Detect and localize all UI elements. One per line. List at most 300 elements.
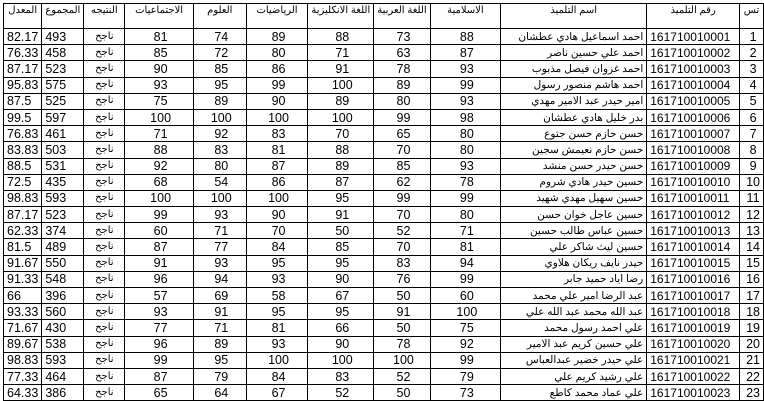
math-cell: 70 (246, 223, 308, 239)
total-cell: 523 (42, 61, 84, 77)
math-cell: 84 (246, 368, 308, 384)
student-id-cell: 161710010008 (647, 142, 740, 158)
science-cell: 71 (193, 320, 246, 336)
science-cell: 91 (193, 304, 246, 320)
result-cell: ناجح (84, 336, 125, 352)
result-cell: ناجح (84, 93, 125, 109)
islamic-cell: 80 (430, 126, 500, 142)
social-cell: 96 (125, 336, 194, 352)
student-id-cell: 161710010019 (647, 320, 740, 336)
student-name-cell: علي حسين كريم عبد الامير (501, 336, 647, 352)
average-cell: 89.67 (4, 336, 42, 352)
arabic-cell: 76 (374, 271, 430, 287)
science-cell: 93 (193, 255, 246, 271)
student-name-cell: حيدر نايف ريكان هلاوي (501, 255, 647, 271)
islamic-cell: 93 (430, 93, 500, 109)
student-id-cell: 161710010004 (647, 77, 740, 93)
average-cell: 99.5 (4, 109, 42, 125)
social-cell: 91 (125, 255, 194, 271)
islamic-cell: 99 (430, 190, 500, 206)
result-cell: ناجح (84, 385, 125, 401)
islamic-cell: 100 (430, 304, 500, 320)
student-name-cell: بدر خليل هادي عطشان (501, 109, 647, 125)
english-cell: 91 (308, 207, 374, 223)
table-row (4, 336, 764, 352)
table-row (4, 61, 764, 77)
header-average: المعدل (4, 4, 42, 29)
student-name-cell: حسن حازم حسن جتوع (501, 126, 647, 142)
math-cell: 100 (246, 352, 308, 368)
arabic-cell: 89 (374, 77, 430, 93)
table-row (4, 385, 764, 401)
result-cell: ناجح (84, 61, 125, 77)
seq-cell: 7 (740, 126, 764, 142)
table-body (4, 29, 764, 401)
total-cell: 525 (42, 93, 84, 109)
student-id-cell: 161710010002 (647, 45, 740, 61)
math-cell: 87 (246, 158, 308, 174)
islamic-cell: 98 (430, 109, 500, 125)
result-cell: ناجح (84, 368, 125, 384)
total-cell: 493 (42, 29, 84, 45)
result-cell: ناجح (84, 126, 125, 142)
english-cell: 91 (308, 61, 374, 77)
header-math: الرياضيات (246, 4, 308, 29)
arabic-cell: 50 (374, 320, 430, 336)
average-cell: 91.33 (4, 271, 42, 287)
english-cell: 95 (308, 304, 374, 320)
average-cell: 82.17 (4, 29, 42, 45)
student-name-cell: احمد غزوان فيصل مذبوب (501, 61, 647, 77)
total-cell: 597 (42, 109, 84, 125)
seq-cell: 2 (740, 45, 764, 61)
student-id-cell: 161710010007 (647, 126, 740, 142)
science-cell: 69 (193, 288, 246, 304)
table-row (4, 158, 764, 174)
student-id-cell: 161710010010 (647, 174, 740, 190)
social-cell: 81 (125, 29, 194, 45)
science-cell: 95 (193, 352, 246, 368)
header-total: المجموع (42, 4, 84, 29)
student-id-cell: 161710010013 (647, 223, 740, 239)
student-id-cell: 161710010020 (647, 336, 740, 352)
science-cell: 71 (193, 223, 246, 239)
social-cell: 100 (125, 109, 194, 125)
total-cell: 374 (42, 223, 84, 239)
table-row (4, 320, 764, 336)
result-cell: ناجح (84, 142, 125, 158)
table-row (4, 304, 764, 320)
header-seq: تس (740, 4, 764, 29)
math-cell: 81 (246, 320, 308, 336)
average-cell: 66 (4, 288, 42, 304)
header-result: النتيجه (84, 4, 125, 29)
english-cell: 88 (308, 142, 374, 158)
student-name-cell: عبد الرضا امير علي محمد (501, 288, 647, 304)
result-cell: ناجح (84, 320, 125, 336)
seq-cell: 22 (740, 368, 764, 384)
science-cell: 54 (193, 174, 246, 190)
science-cell: 100 (193, 109, 246, 125)
average-cell: 76.83 (4, 126, 42, 142)
result-cell: ناجح (84, 109, 125, 125)
arabic-cell: 65 (374, 126, 430, 142)
english-cell: 100 (308, 352, 374, 368)
seq-cell: 8 (740, 142, 764, 158)
seq-cell: 12 (740, 207, 764, 223)
seq-cell: 13 (740, 223, 764, 239)
student-id-cell: 161710010012 (647, 207, 740, 223)
islamic-cell: 93 (430, 158, 500, 174)
result-cell: ناجح (84, 29, 125, 45)
math-cell: 95 (246, 255, 308, 271)
student-name-cell: حسين عاجل خوان حسن (501, 207, 647, 223)
math-cell: 80 (246, 45, 308, 61)
social-cell: 100 (125, 190, 194, 206)
seq-cell: 1 (740, 29, 764, 45)
seq-cell: 9 (740, 158, 764, 174)
arabic-cell: 62 (374, 174, 430, 190)
table-row (4, 207, 764, 223)
student-id-cell: 161710010003 (647, 61, 740, 77)
average-cell: 91.67 (4, 255, 42, 271)
english-cell: 85 (308, 239, 374, 255)
table-row (4, 142, 764, 158)
result-cell: ناجح (84, 304, 125, 320)
total-cell: 458 (42, 45, 84, 61)
math-cell: 83 (246, 126, 308, 142)
arabic-cell: 70 (374, 142, 430, 158)
student-id-cell: 161710010018 (647, 304, 740, 320)
results-table (3, 3, 764, 401)
social-cell: 77 (125, 320, 194, 336)
header-social: الاجتماعيات (125, 4, 194, 29)
islamic-cell: 92 (430, 336, 500, 352)
islamic-cell: 80 (430, 207, 500, 223)
arabic-cell: 70 (374, 207, 430, 223)
student-id-cell: 161710010011 (647, 190, 740, 206)
total-cell: 560 (42, 304, 84, 320)
science-cell: 77 (193, 239, 246, 255)
table-row (4, 352, 764, 368)
header-row (4, 4, 764, 29)
average-cell: 72.5 (4, 174, 42, 190)
seq-cell: 10 (740, 174, 764, 190)
table-row (4, 288, 764, 304)
seq-cell: 3 (740, 61, 764, 77)
arabic-cell: 78 (374, 336, 430, 352)
total-cell: 575 (42, 77, 84, 93)
social-cell: 87 (125, 368, 194, 384)
total-cell: 464 (42, 368, 84, 384)
student-name-cell: علي رشيد كريم علي (501, 368, 647, 384)
total-cell: 523 (42, 207, 84, 223)
student-name-cell: احمد علي حسين ناصر (501, 45, 647, 61)
social-cell: 68 (125, 174, 194, 190)
result-cell: ناجح (84, 239, 125, 255)
student-name-cell: حسين سهيل مهدي شهيد (501, 190, 647, 206)
science-cell: 89 (193, 336, 246, 352)
math-cell: 95 (246, 304, 308, 320)
english-cell: 71 (308, 45, 374, 61)
table-row (4, 223, 764, 239)
math-cell: 58 (246, 288, 308, 304)
average-cell: 98.83 (4, 352, 42, 368)
math-cell: 89 (246, 29, 308, 45)
total-cell: 531 (42, 158, 84, 174)
science-cell: 64 (193, 385, 246, 401)
arabic-cell: 78 (374, 61, 430, 77)
arabic-cell: 99 (374, 109, 430, 125)
math-cell: 93 (246, 336, 308, 352)
arabic-cell: 70 (374, 239, 430, 255)
english-cell: 50 (308, 223, 374, 239)
student-name-cell: رضا اياد حميد جابر (501, 271, 647, 287)
average-cell: 81.5 (4, 239, 42, 255)
islamic-cell: 79 (430, 368, 500, 384)
student-name-cell: حسن حازم نعيمش سجين (501, 142, 647, 158)
result-cell: ناجح (84, 288, 125, 304)
arabic-cell: 80 (374, 93, 430, 109)
student-id-cell: 161710010015 (647, 255, 740, 271)
arabic-cell: 83 (374, 255, 430, 271)
table-row (4, 255, 764, 271)
student-id-cell: 161710010022 (647, 368, 740, 384)
science-cell: 95 (193, 77, 246, 93)
table-row (4, 45, 764, 61)
seq-cell: 11 (740, 190, 764, 206)
social-cell: 85 (125, 45, 194, 61)
science-cell: 72 (193, 45, 246, 61)
result-cell: ناجح (84, 207, 125, 223)
english-cell: 67 (308, 288, 374, 304)
social-cell: 92 (125, 158, 194, 174)
seq-cell: 4 (740, 77, 764, 93)
table-row (4, 77, 764, 93)
average-cell: 88.5 (4, 158, 42, 174)
average-cell: 64.33 (4, 385, 42, 401)
total-cell: 538 (42, 336, 84, 352)
total-cell: 503 (42, 142, 84, 158)
result-cell: ناجح (84, 174, 125, 190)
student-name-cell: احمد هاشم منصور رسول (501, 77, 647, 93)
science-cell: 79 (193, 368, 246, 384)
arabic-cell: 52 (374, 368, 430, 384)
math-cell: 100 (246, 190, 308, 206)
student-id-cell: 161710010009 (647, 158, 740, 174)
table-row (4, 93, 764, 109)
science-cell: 92 (193, 126, 246, 142)
seq-cell: 5 (740, 93, 764, 109)
header-student-name: اسم التلميذ (501, 4, 647, 29)
arabic-cell: 63 (374, 45, 430, 61)
student-name-cell: علي احمد رسول محمد (501, 320, 647, 336)
result-cell: ناجح (84, 255, 125, 271)
header-science: العلوم (193, 4, 246, 29)
table-row (4, 174, 764, 190)
math-cell: 84 (246, 239, 308, 255)
average-cell: 87.5 (4, 93, 42, 109)
arabic-cell: 91 (374, 304, 430, 320)
average-cell: 87.17 (4, 61, 42, 77)
science-cell: 83 (193, 142, 246, 158)
english-cell: 83 (308, 368, 374, 384)
islamic-cell: 99 (430, 352, 500, 368)
math-cell: 67 (246, 385, 308, 401)
total-cell: 386 (42, 385, 84, 401)
student-id-cell: 161710010023 (647, 385, 740, 401)
english-cell: 52 (308, 385, 374, 401)
table-row (4, 126, 764, 142)
science-cell: 93 (193, 207, 246, 223)
average-cell: 77.33 (4, 368, 42, 384)
arabic-cell: 50 (374, 288, 430, 304)
arabic-cell: 85 (374, 158, 430, 174)
student-name-cell: حسين ليث شاكر علي (501, 239, 647, 255)
islamic-cell: 88 (430, 29, 500, 45)
islamic-cell: 80 (430, 142, 500, 158)
science-cell: 89 (193, 93, 246, 109)
seq-cell: 15 (740, 255, 764, 271)
average-cell: 76.33 (4, 45, 42, 61)
social-cell: 96 (125, 271, 194, 287)
header-student-id: رقم التلميذ (647, 4, 740, 29)
student-name-cell: حسن حيدر حسن منشد (501, 158, 647, 174)
islamic-cell: 75 (430, 320, 500, 336)
math-cell: 100 (246, 109, 308, 125)
arabic-cell: 99 (374, 190, 430, 206)
student-name-cell: علي حيدر خضير عبدالعباس (501, 352, 647, 368)
social-cell: 71 (125, 126, 194, 142)
social-cell: 87 (125, 239, 194, 255)
math-cell: 86 (246, 61, 308, 77)
student-name-cell: احمد اسماعيل هادي عطشان (501, 29, 647, 45)
result-cell: ناجح (84, 158, 125, 174)
islamic-cell: 73 (430, 385, 500, 401)
result-cell: ناجح (84, 352, 125, 368)
header-english: اللغة الانكليزية (308, 4, 374, 29)
table-row (4, 109, 764, 125)
student-name-cell: عبد الله محمد عبد الله علي (501, 304, 647, 320)
total-cell: 548 (42, 271, 84, 287)
seq-cell: 21 (740, 352, 764, 368)
table-row (4, 271, 764, 287)
english-cell: 89 (308, 158, 374, 174)
student-name-cell: حسين عباس طالب حسين (501, 223, 647, 239)
average-cell: 98.83 (4, 190, 42, 206)
islamic-cell: 94 (430, 255, 500, 271)
average-cell: 62.33 (4, 223, 42, 239)
student-id-cell: 161710010005 (647, 93, 740, 109)
english-cell: 100 (308, 109, 374, 125)
islamic-cell: 99 (430, 77, 500, 93)
islamic-cell: 78 (430, 174, 500, 190)
table-row (4, 29, 764, 45)
student-id-cell: 161710010001 (647, 29, 740, 45)
math-cell: 86 (246, 174, 308, 190)
seq-cell: 19 (740, 320, 764, 336)
social-cell: 93 (125, 77, 194, 93)
english-cell: 87 (308, 174, 374, 190)
math-cell: 99 (246, 77, 308, 93)
social-cell: 88 (125, 142, 194, 158)
table-row (4, 239, 764, 255)
islamic-cell: 81 (430, 239, 500, 255)
total-cell: 435 (42, 174, 84, 190)
student-id-cell: 161710010017 (647, 288, 740, 304)
average-cell: 83.83 (4, 142, 42, 158)
english-cell: 90 (308, 336, 374, 352)
seq-cell: 20 (740, 336, 764, 352)
student-id-cell: 161710010006 (647, 109, 740, 125)
math-cell: 81 (246, 142, 308, 158)
average-cell: 93.33 (4, 304, 42, 320)
header-islamic: الاسلامية (430, 4, 500, 29)
result-cell: ناجح (84, 190, 125, 206)
seq-cell: 23 (740, 385, 764, 401)
english-cell: 66 (308, 320, 374, 336)
average-cell: 71.67 (4, 320, 42, 336)
english-cell: 100 (308, 77, 374, 93)
science-cell: 100 (193, 190, 246, 206)
result-cell: ناجح (84, 271, 125, 287)
total-cell: 489 (42, 239, 84, 255)
total-cell: 593 (42, 352, 84, 368)
social-cell: 57 (125, 288, 194, 304)
social-cell: 99 (125, 207, 194, 223)
science-cell: 94 (193, 271, 246, 287)
english-cell: 90 (308, 271, 374, 287)
seq-cell: 17 (740, 288, 764, 304)
social-cell: 65 (125, 385, 194, 401)
math-cell: 93 (246, 271, 308, 287)
total-cell: 593 (42, 190, 84, 206)
english-cell: 88 (308, 29, 374, 45)
social-cell: 60 (125, 223, 194, 239)
science-cell: 80 (193, 158, 246, 174)
average-cell: 95.83 (4, 77, 42, 93)
arabic-cell: 50 (374, 385, 430, 401)
average-cell: 87.17 (4, 207, 42, 223)
total-cell: 430 (42, 320, 84, 336)
student-id-cell: 161710010014 (647, 239, 740, 255)
english-cell: 95 (308, 190, 374, 206)
social-cell: 99 (125, 352, 194, 368)
english-cell: 89 (308, 93, 374, 109)
total-cell: 550 (42, 255, 84, 271)
student-id-cell: 161710010016 (647, 271, 740, 287)
table-row (4, 368, 764, 384)
islamic-cell: 60 (430, 288, 500, 304)
seq-cell: 16 (740, 271, 764, 287)
header-arabic: اللغة العربية (374, 4, 430, 29)
social-cell: 90 (125, 61, 194, 77)
arabic-cell: 100 (374, 352, 430, 368)
islamic-cell: 93 (430, 61, 500, 77)
total-cell: 461 (42, 126, 84, 142)
student-name-cell: علي عماد محمد كاطع (501, 385, 647, 401)
english-cell: 70 (308, 126, 374, 142)
seq-cell: 14 (740, 239, 764, 255)
social-cell: 93 (125, 304, 194, 320)
total-cell: 396 (42, 288, 84, 304)
seq-cell: 6 (740, 109, 764, 125)
result-cell: ناجح (84, 77, 125, 93)
student-name-cell: امير حيدر عبد الامير مهدي (501, 93, 647, 109)
result-cell: ناجح (84, 223, 125, 239)
islamic-cell: 87 (430, 45, 500, 61)
science-cell: 74 (193, 29, 246, 45)
